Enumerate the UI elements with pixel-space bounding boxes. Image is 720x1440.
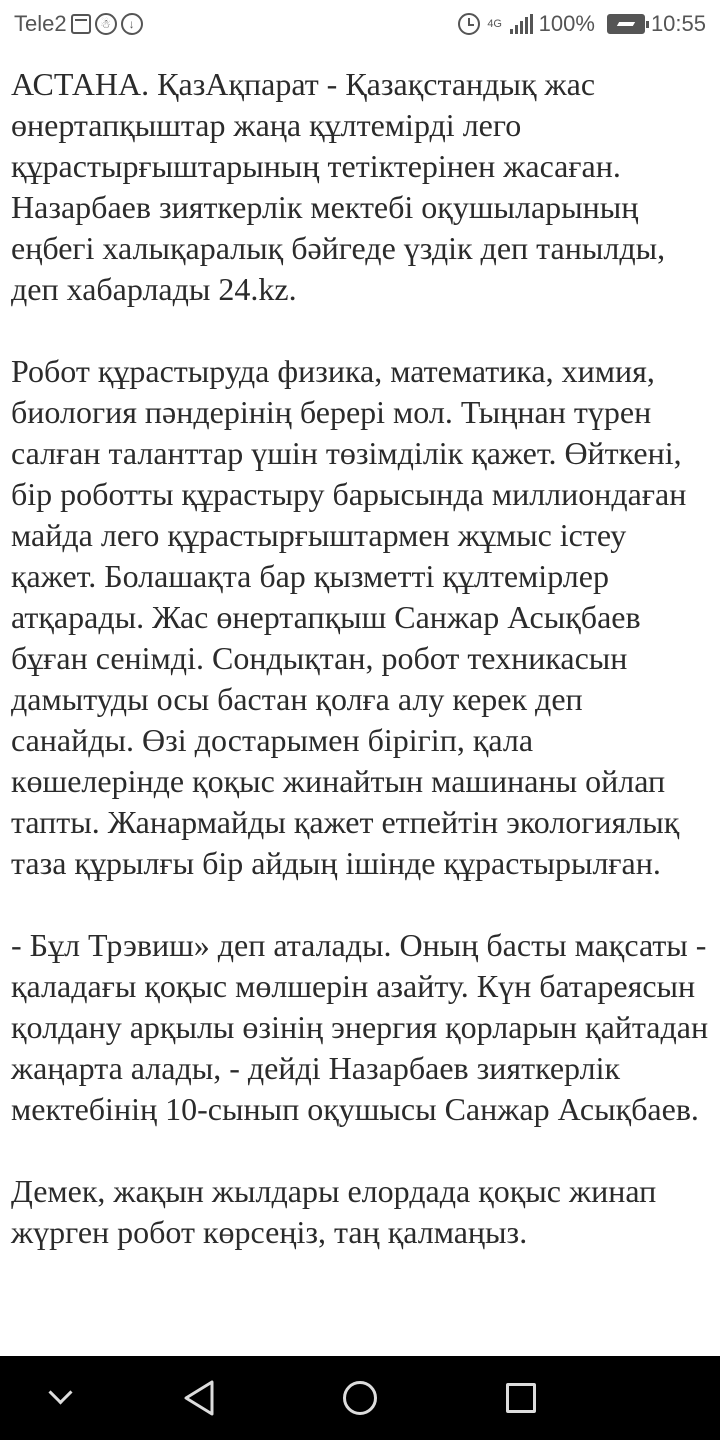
status-bar xyxy=(0,0,720,48)
status-right xyxy=(458,11,706,37)
article-body xyxy=(11,64,711,1294)
back-button[interactable] xyxy=(170,1374,230,1422)
battery-charging-icon xyxy=(607,14,645,34)
network-type: 4G xyxy=(487,18,502,30)
article-paragraph: Робот құрастыруда физика, математика, химия, биология пәндерінің берері мол. Тыңнан түрен салған таланттар үшін төзімділік қажет. Өйткені, бір роботты құрастыру барысында миллиондаған майда лего құрастырғыштармен жұмыс істеу қажет. Болашақта бар қызметті құлтемірлер атқарады. Жас өнертапқыш Санжар Асықбаев бұған сенімді. Сондықтан, робот техникасын дамытуды осы бастан қолға алу керек деп санайды. Өзі достарымен бірігіп, қала көшелерінде қоқыс жинайтын машинаны ойлап тапты. Жанармайды қажет етпейтін экологиялық таза құрылғы бір айдың ішінде құрастырылған. xyxy=(11,353,687,881)
hide-keyboard-button[interactable] xyxy=(30,1374,90,1422)
navigation-bar xyxy=(0,1356,720,1440)
download-icon: ↓ xyxy=(121,13,143,35)
home-button[interactable] xyxy=(330,1374,390,1422)
recent-apps-button[interactable] xyxy=(490,1374,550,1422)
calendar-icon xyxy=(71,14,91,34)
article-paragraph: Демек, жақын жылдары елордада қоқыс жинап жүрген робот көрсеңіз, таң қалмаңыз. xyxy=(11,1173,657,1250)
carrier-name: Tele2 xyxy=(14,11,67,36)
battery-percent: 100% xyxy=(538,11,595,36)
app-notification-icon: ☃ xyxy=(95,13,117,35)
clock: 10:55 xyxy=(650,11,706,36)
article-paragraph: АСТАНА. ҚазАқпарат - Қазақстандық жас өнертапқыштар жаңа құлтемірді лего құрастырғыштарының тетіктерінен жасаған. Назарбаев зияткерлік мектебі оқушыларының еңбегі халықаралық бәйгеде үздік деп танылды, деп хабарлады 24.kz. xyxy=(11,66,666,307)
alarm-icon xyxy=(458,13,480,35)
signal-icon xyxy=(510,14,533,34)
status-left xyxy=(14,11,143,37)
back-triangle-icon xyxy=(170,1374,230,1422)
article-paragraph: - Бұл Трэвиш» деп аталады. Оның басты мақсаты - қаладағы қоқыс мөлшерін азайту. Күн батареясын қолдану арқылы өзінің энергия қорларын қайтадан жаңарта алады, - дейді Назарбаев зияткерлік мектебінің 10-сынып оқушысы Санжар Асықбаев. xyxy=(11,927,709,1127)
